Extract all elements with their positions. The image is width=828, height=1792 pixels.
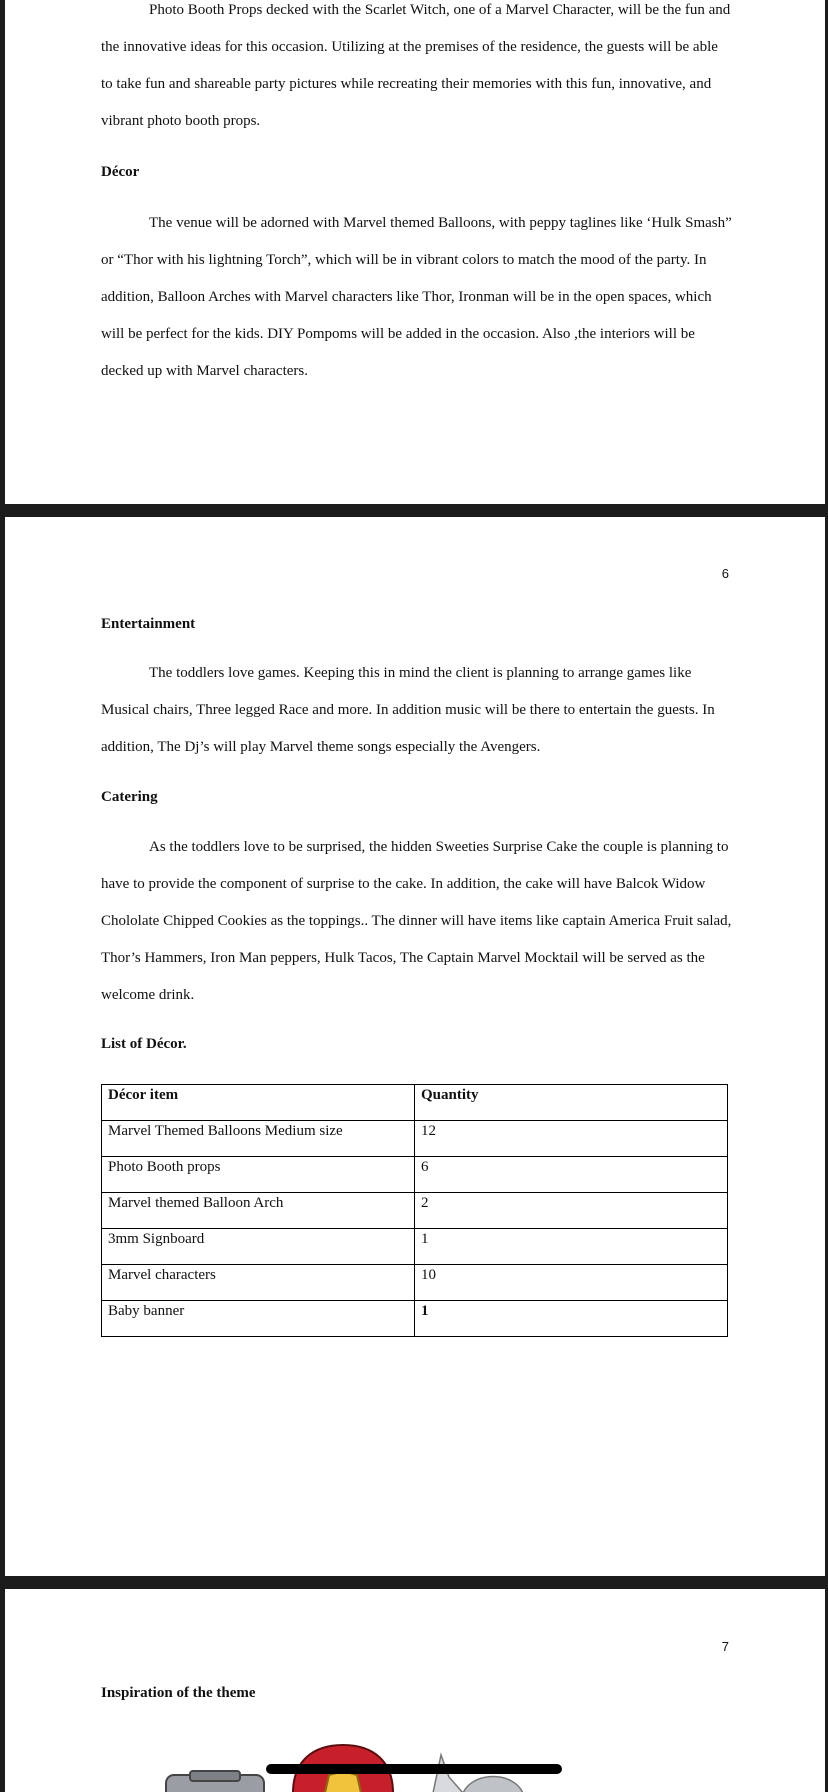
document-page-5 [5,0,825,504]
home-indicator[interactable] [266,1764,562,1774]
quantity-cell: 1 [415,1301,728,1337]
decor-paragraph: The venue will be adorned with Marvel themed Balloons, with peppy taglines like ‘Hulk Smash” or “Thor with his lightning Torch”, which will be in vibrant colors to match the mood of the party. In addition, Balloon Arches with Marvel characters like Thor, Ironman will be in the open spaces, which will be perfect for the kids. DIY Pompoms will be added in the occasion. Also ,the interiors will be decked up with Marvel characters. [101,215,732,379]
page-number: 7 [721,1639,729,1654]
table-row [102,1265,728,1301]
quantity-cell: 1 [415,1229,728,1265]
catering-heading: Catering [101,789,158,805]
entertainment-paragraph: The toddlers love games. Keeping this in mind the client is planning to arrange games like Musical chairs, Three legged Race and more. In addition music will be there to entertain the guests. In addition, The Dj’s will play Marvel theme songs especially the Avengers. [101,665,715,755]
quantity-cell: 6 [415,1157,728,1193]
decor-item-cell: Marvel Themed Balloons Medium size [102,1121,415,1157]
entertainment-heading: Entertainment [101,616,196,632]
table-row [102,1157,728,1193]
table-row [102,1121,728,1157]
document-page-6 [5,517,825,1576]
table-row [102,1229,728,1265]
document-page-7 [5,1589,825,1792]
catering-paragraph: As the toddlers love to be surprised, the hidden Sweeties Surprise Cake the couple is planning to have to provide the component of surprise to the cake. In addition, the cake will have Balcok Widow Chololate Chipped Cookies as the toppings.. The dinner will have items like captain America Fruit salad, Thor’s Hammers, Iron Man peppers, Hulk Tacos, The Captain Marvel Mocktail will be served as the welcome drink. [101,839,732,1003]
table-row [102,1193,728,1229]
column-header-quantity: Quantity [415,1085,728,1121]
photo-booth-paragraph: Photo Booth Props decked with the Scarlet Witch, one of a Marvel Character, will be the fun and the innovative ideas for this occasion. Utilizing at the premises of the residence, the guests will be able to take fun and shareable party pictures while recreating their memories with this fun, innovative, and vibrant photo booth props. [101,2,731,129]
inspiration-heading: Inspiration of the theme [101,1685,256,1701]
quantity-cell: 12 [415,1121,728,1157]
decor-item-cell: Photo Booth props [102,1157,415,1193]
decor-item-cell: Marvel characters [102,1265,415,1301]
table-row [102,1301,728,1337]
column-header-item: Décor item [102,1085,415,1121]
list-of-decor-heading: List of Décor. [101,1036,187,1052]
character-illustration-1 [160,1767,270,1792]
decor-table [101,1084,728,1337]
decor-item-cell: Baby banner [102,1301,415,1337]
decor-heading: Décor [101,164,140,180]
decor-item-cell: Marvel themed Balloon Arch [102,1193,415,1229]
decor-item-cell: 3mm Signboard [102,1229,415,1265]
quantity-cell: 2 [415,1193,728,1229]
table-header-row [102,1085,728,1121]
page-number: 6 [721,566,729,581]
quantity-cell: 10 [415,1265,728,1301]
